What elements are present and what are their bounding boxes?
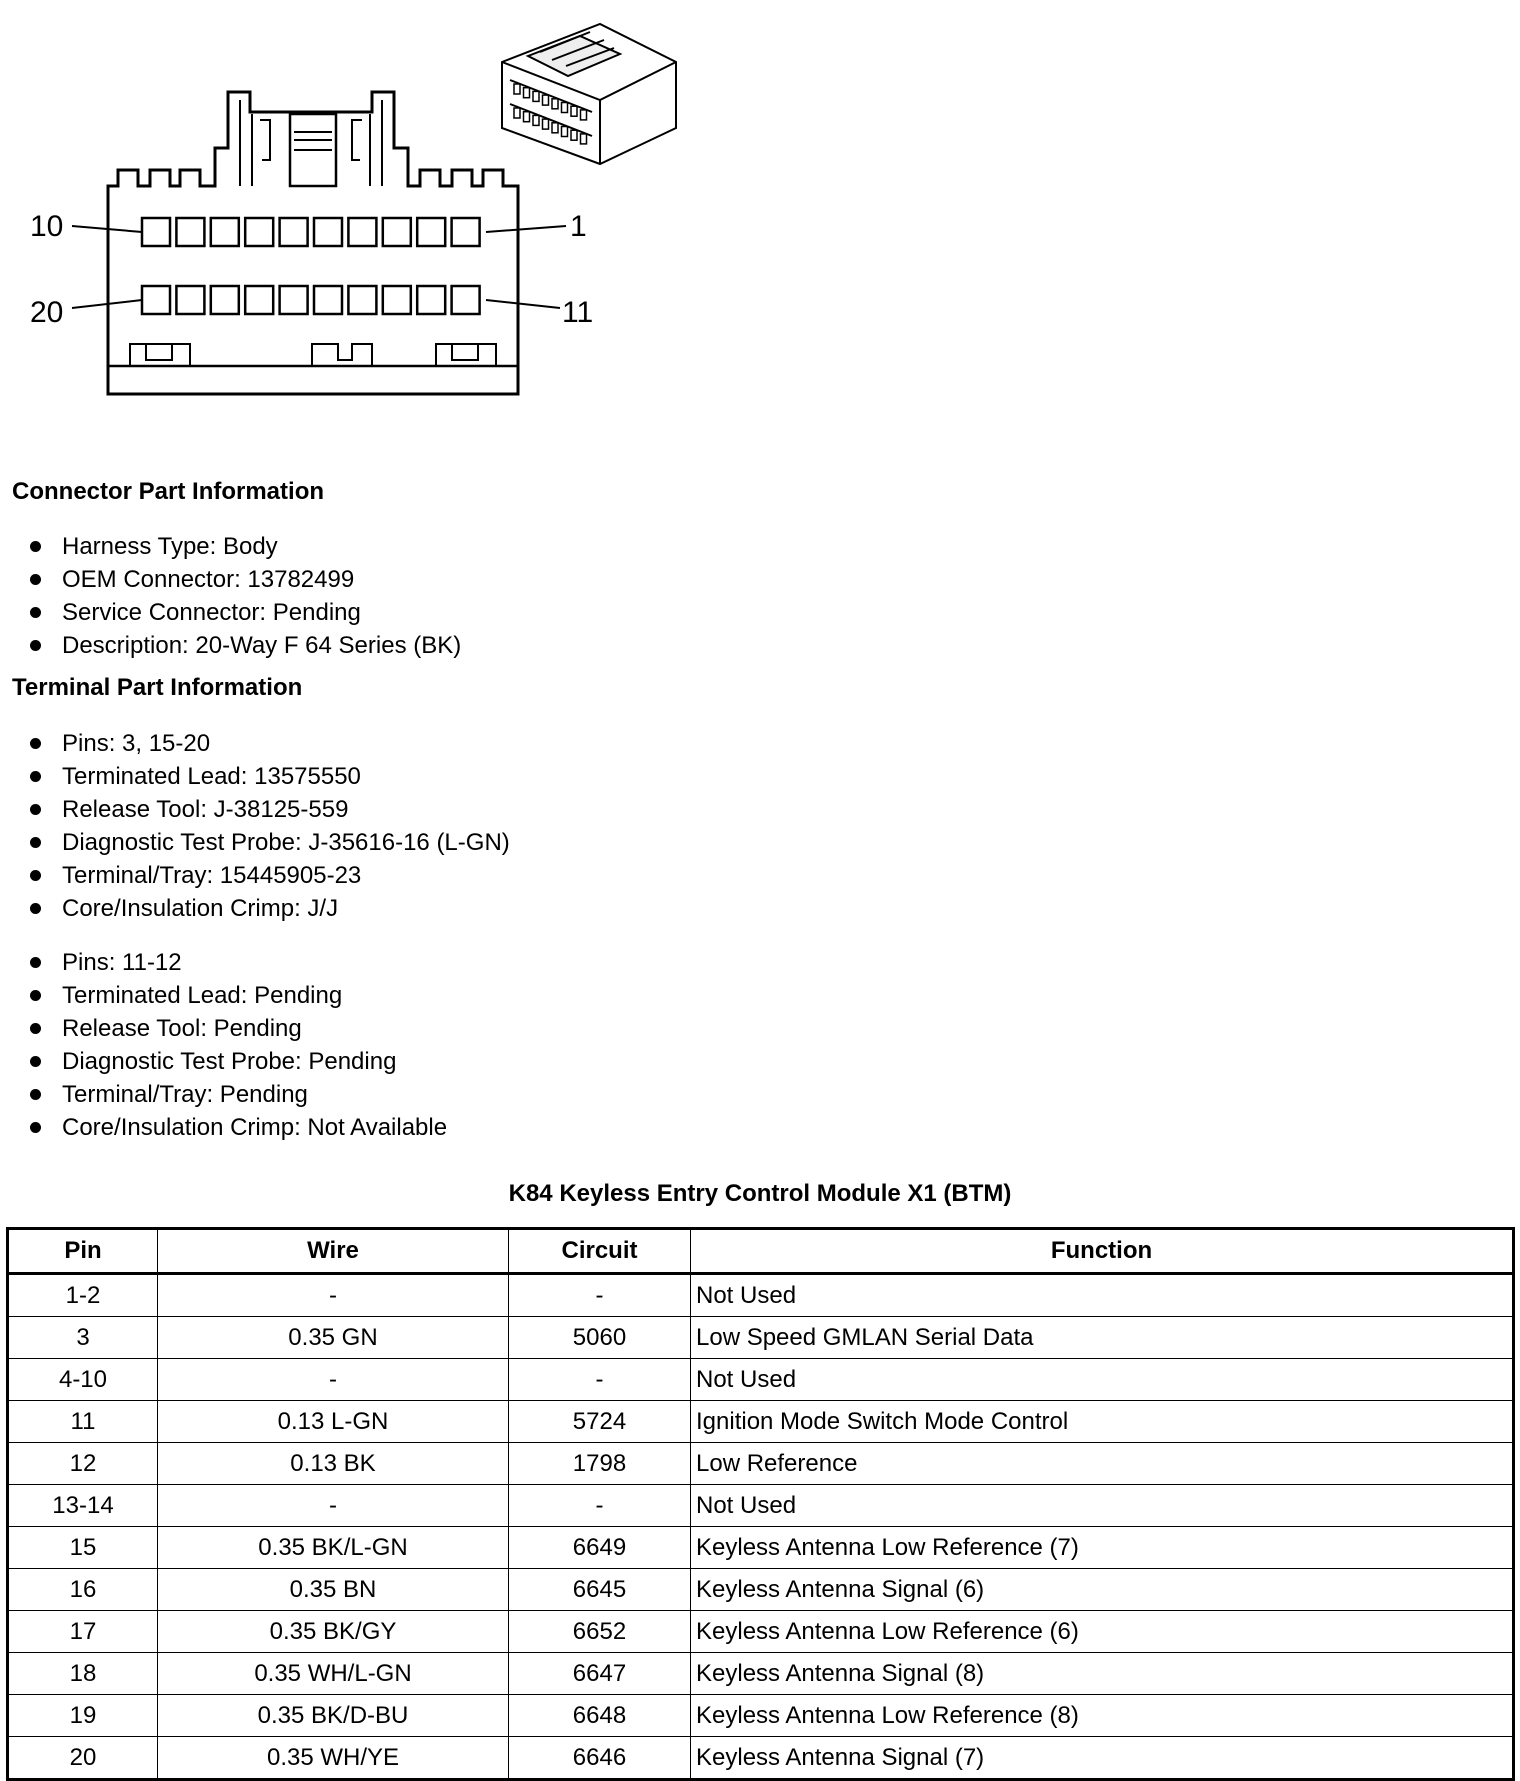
table-row [8,1274,1514,1317]
pin-cavity [383,218,411,246]
cell-circuit: 5060 [509,1317,691,1359]
cell-function: Not Used [691,1359,1514,1401]
table-row [8,1443,1514,1485]
table-row [8,1569,1514,1611]
iso-pin-cavity [533,115,539,125]
list-item: Terminal/Tray: 15445905-23 [28,859,510,892]
pin-cavity [211,218,239,246]
table-row [8,1527,1514,1569]
table-row [8,1401,1514,1443]
cell-wire: 0.35 GN [158,1317,509,1359]
table-title-text: K84 Keyless Entry Control Module X1 (BTM) [508,1180,1012,1207]
terminal-info-title: Terminal Part Information [12,674,303,701]
table-row [8,1485,1514,1527]
cell-pin: 17 [8,1611,158,1653]
iso-pin-cavity [571,106,577,116]
pin-cavity [452,218,480,246]
pin-cavity [142,286,170,314]
cell-function: Ignition Mode Switch Mode Control [691,1401,1514,1443]
table-row [8,1653,1514,1695]
list-item: Terminated Lead: 13575550 [28,760,510,793]
connector-info-list [28,530,461,662]
cell-pin: 16 [8,1569,158,1611]
pin-cavity [417,218,445,246]
terminal-info-list-1 [28,727,510,925]
list-item: Release Tool: Pending [28,1012,447,1045]
list-item: Terminal/Tray: Pending [28,1078,447,1111]
pinout-table [6,1227,1515,1781]
iso-pin-cavity [514,84,520,94]
cell-circuit: 1798 [509,1443,691,1485]
cell-circuit: - [509,1274,691,1317]
cell-wire: 0.35 WH/YE [158,1737,509,1780]
iso-pin-cavity [571,130,577,140]
cell-circuit: 6649 [509,1527,691,1569]
label-pin-10: 10 [30,210,64,243]
pin-cavity [245,218,273,246]
cell-circuit: 6652 [509,1611,691,1653]
cell-function: Keyless Antenna Signal (8) [691,1653,1514,1695]
iso-pin-cavity [543,95,549,105]
cell-pin: 15 [8,1527,158,1569]
pin-cavity [280,286,308,314]
cell-function: Keyless Antenna Low Reference (6) [691,1611,1514,1653]
cell-circuit: 5724 [509,1401,691,1443]
cell-wire: - [158,1359,509,1401]
cell-function: Keyless Antenna Low Reference (7) [691,1527,1514,1569]
pin-cavity [176,286,204,314]
cell-circuit: 6645 [509,1569,691,1611]
list-item: Release Tool: J-38125-559 [28,793,510,826]
pin-cavity [314,286,342,314]
cell-wire: 0.35 BK/D-BU [158,1695,509,1737]
cell-wire: 0.35 WH/L-GN [158,1653,509,1695]
pin-cavity [348,218,376,246]
table-row [8,1317,1514,1359]
table-body [8,1274,1514,1780]
iso-pin-cavity [524,88,530,98]
pin-cavity [245,286,273,314]
cell-wire: - [158,1485,509,1527]
cell-pin: 20 [8,1737,158,1780]
table-row [8,1737,1514,1780]
pin-cavity [452,286,480,314]
table-row [8,1611,1514,1653]
iso-pin-cavity [514,108,520,118]
cell-function: Not Used [691,1274,1514,1317]
cell-wire: 0.35 BK/L-GN [158,1527,509,1569]
list-item: Core/Insulation Crimp: J/J [28,892,510,925]
iso-pin-cavity [552,123,558,133]
cell-circuit: 6648 [509,1695,691,1737]
cell-circuit: 6646 [509,1737,691,1780]
cell-pin: 4-10 [8,1359,158,1401]
cell-function: Keyless Antenna Signal (7) [691,1737,1514,1780]
iso-pin-cavity [543,119,549,129]
list-item: Diagnostic Test Probe: J-35616-16 (L-GN) [28,826,510,859]
cell-wire: 0.35 BK/GY [158,1611,509,1653]
list-item: Pins: 11-12 [28,946,447,979]
cell-pin: 19 [8,1695,158,1737]
pin-cavity [417,286,445,314]
list-item: Core/Insulation Crimp: Not Available [28,1111,447,1144]
label-pin-1: 1 [570,210,587,243]
cell-pin: 3 [8,1317,158,1359]
cell-wire: 0.13 BK [158,1443,509,1485]
cell-wire: 0.13 L-GN [158,1401,509,1443]
label-pin-11: 11 [562,296,594,329]
list-item: Service Connector: Pending [28,596,461,629]
header-function: Function [691,1229,1514,1274]
cell-function: Keyless Antenna Low Reference (8) [691,1695,1514,1737]
cell-pin: 1-2 [8,1274,158,1317]
cell-function: Keyless Antenna Signal (6) [691,1569,1514,1611]
iso-pin-cavity [581,134,587,144]
list-item: Description: 20-Way F 64 Series (BK) [28,629,461,662]
pin-cavity [211,286,239,314]
cell-function: Low Reference [691,1443,1514,1485]
cell-pin: 13-14 [8,1485,158,1527]
iso-pin-cavity [552,99,558,109]
pin-cavity [176,218,204,246]
cell-circuit: 6647 [509,1653,691,1695]
table-title [0,1180,1520,1208]
header-pin: Pin [8,1229,158,1274]
cell-pin: 12 [8,1443,158,1485]
pin-cavity [348,286,376,314]
iso-pin-cavity [562,103,568,113]
list-item: OEM Connector: 13782499 [28,563,461,596]
header-wire: Wire [158,1229,509,1274]
iso-pin-cavity [524,112,530,122]
cell-circuit: - [509,1359,691,1401]
cell-function: Not Used [691,1485,1514,1527]
list-item: Terminated Lead: Pending [28,979,447,1012]
iso-pin-cavity [533,91,539,101]
label-pin-20: 20 [30,296,64,329]
table-row [8,1359,1514,1401]
cell-function: Low Speed GMLAN Serial Data [691,1317,1514,1359]
list-item: Pins: 3, 15-20 [28,727,510,760]
connector-isometric-sketch [502,24,676,164]
iso-pin-cavity [581,110,587,120]
table-row [8,1695,1514,1737]
terminal-info-list-2 [28,946,447,1144]
connector-info-title: Connector Part Information [12,478,325,505]
pin-cavity [383,286,411,314]
list-item: Diagnostic Test Probe: Pending [28,1045,447,1078]
pin-cavity [280,218,308,246]
cell-wire: - [158,1274,509,1317]
iso-pin-cavity [562,127,568,137]
list-item: Harness Type: Body [28,530,461,563]
pin-cavity [142,218,170,246]
pin-cavity [314,218,342,246]
cell-wire: 0.35 BN [158,1569,509,1611]
cell-pin: 18 [8,1653,158,1695]
header-circuit: Circuit [509,1229,691,1274]
cell-pin: 11 [8,1401,158,1443]
cell-circuit: - [509,1485,691,1527]
connector-diagram [0,0,760,420]
table-header-row [8,1229,1514,1274]
